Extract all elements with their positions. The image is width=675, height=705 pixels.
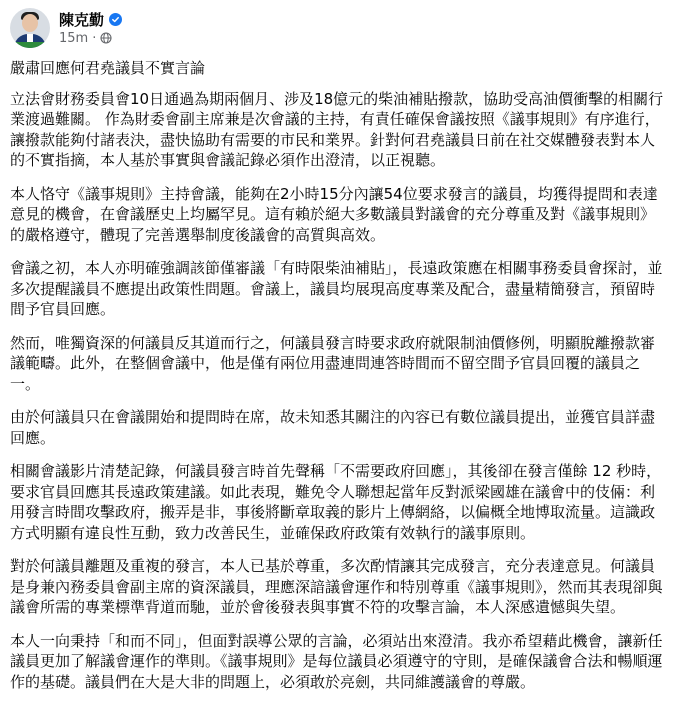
meta-separator: ·: [92, 30, 97, 46]
post-paragraph: 由於何議員只在會議開始和提問時在席，故未知悉其關注的內容已有數位議員提出，並獲官員詳盡回應。: [10, 408, 656, 447]
author-avatar[interactable]: [10, 8, 50, 48]
post-timestamp[interactable]: 15m: [59, 30, 89, 46]
author-name-row: [59, 10, 122, 30]
verified-badge-icon: [109, 13, 122, 26]
post-paragraph: 會議之初，本人亦明確強調該節僅審議「有時限柴油補貼」，長遠政策應在相關事務委員會探討，並多次提醒議員不應提出政策性問題。會議上，議員均展現高度專業及配合，盡量精簡發言，預留時間予官員回應。: [10, 259, 663, 318]
post-meta-row: [59, 30, 122, 47]
post-paragraph: 對於何議員離題及重複的發言，本人已基於尊重，多次酌情讓其完成發言，充分表達意見。何議員是身兼內務委員會副主席的資深議員，理應深諳議會運作和特別尊重《議事規則》，然而其表現卻與議會所需的專業標準背道而馳，並於會後發表與事實不符的攻擊言論，本人深感遺憾與失望。: [10, 557, 663, 616]
avatar-face: [22, 14, 38, 32]
author-meta: [59, 10, 122, 47]
post-paragraph: 本人一向秉持「和而不同」，但面對誤導公眾的言論，必須站出來澄清。我亦希望藉此機會，讓新任議員更加了解議會運作的準則。《議事規則》是每位議員必須遵守的守則，是確保議會合法和暢順運作的基礎。議員們在大是大非的問題上，必須敢於亮劍，共同維護議會的尊嚴。: [10, 631, 663, 691]
post-header: [10, 6, 122, 50]
post-paragraph: 立法會財務委員會10日通過為期兩個月、涉及18億元的柴油補貼撥款，協助受高油價衝擊的相關行業渡過難關。 作為財委會副主席兼是次會議的主持，有責任確保會議按照《議事規則》有序進行，讓撥款能夠付諸表決，盡快協助有需要的市民和業界。針對何君堯議員日前在社交媒體發表對本人的不實指摘，本人基於事實與會議記錄必須作出澄清，以正視聽。: [10, 89, 664, 169]
avatar-banner: [10, 42, 50, 48]
post-body: [10, 58, 665, 705]
post-paragraph: 然而，唯獨資深的何議員反其道而行之，何議員發言時要求政府就限制油價修例，明顯脫離撥款審議範疇。此外，在整個會議中，他是僅有兩位用盡連問連答時間而不留空間予官員回覆的議員之一。: [10, 333, 656, 393]
author-name[interactable]: 陳克勤: [59, 11, 105, 29]
post-paragraph: 相關會議影片清楚記錄，何議員發言時首先聲稱「不需要政府回應」，其後卻在發言僅餘 12 秒時，要求官員回應其長遠政策建議。如此表現，難免令人聯想起當年反對派梁國雄在議會中的伎倆：利用發言時間攻擊政府，搬弄是非，事後將斷章取義的影片上傳網絡，以偏概全地博取流量。這識政方式明顯有違良性互動，致力改善民生，並確保政府政策有效執行的議事原則。: [10, 462, 662, 542]
globe-icon[interactable]: [100, 32, 112, 44]
post-paragraph: 本人恪守《議事規則》主持會議，能夠在2小時15分內讓54位要求發言的議員，均獲得提問和表達意見的機會，在會議歷史上均屬罕見。這有賴於絕大多數議員對議會的充分尊重及對《議事規則》的嚴格遵守，體現了完善選舉制度後議會的高質與高效。: [10, 184, 658, 244]
post-headline: 嚴肅回應何君堯議員不實言論: [10, 59, 206, 77]
